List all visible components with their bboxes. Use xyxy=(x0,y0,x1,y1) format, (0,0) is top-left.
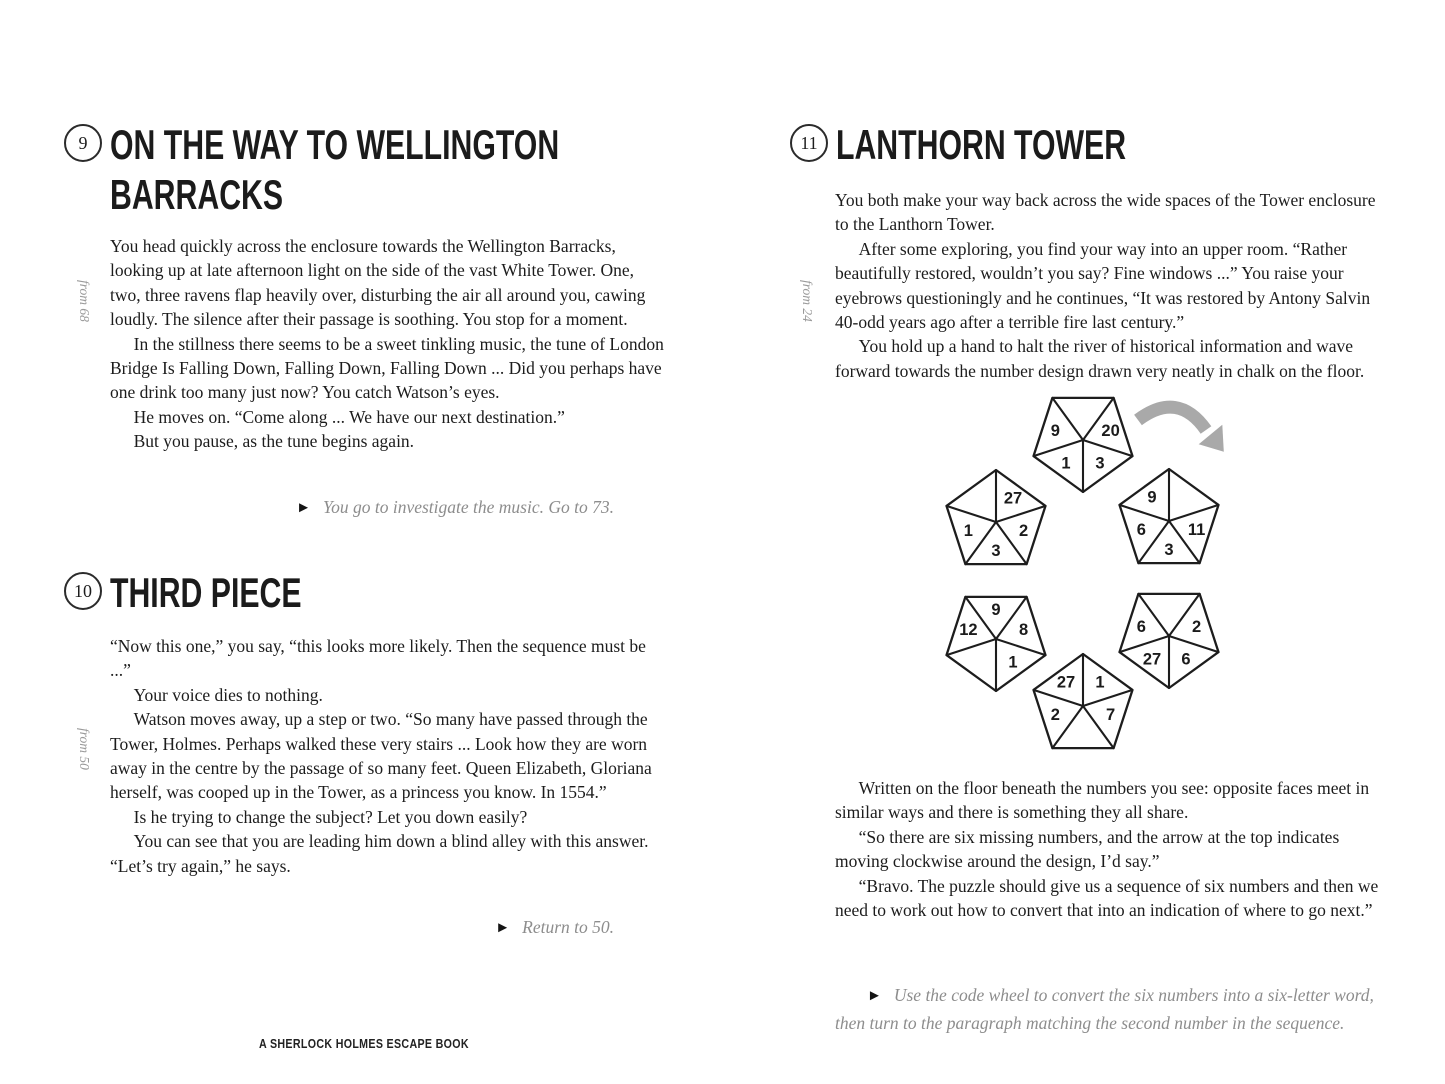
pentagon-diagram xyxy=(926,386,1248,762)
section-number: 10 xyxy=(74,580,92,601)
paragraph: Watson moves away, up a step or two. “So many have passed through the Tower, Holmes. Perhaps walked these very stairs ... Look how they are worn away in the centre by the passage of so many feet. Queen Elizabeth, Gloriana herself, was cooped up in the Tower, as a princess you know. In 1554.” xyxy=(110,709,652,803)
pentagon-cell-number: 6 xyxy=(1181,650,1191,669)
paragraph: Your voice dies to nothing. xyxy=(133,684,323,705)
paragraph: In the stillness there seems to be a sweet tinkling music, the tune of London Bridge Is Falling Down, Falling Down, Falling Down ... Did you perhaps have one drink too many just now? You catch Watson’s eyes. xyxy=(110,333,664,403)
pentagon-top xyxy=(1034,398,1133,492)
section-10-goto xyxy=(110,914,664,942)
from-reference-label: from 24 xyxy=(800,280,815,322)
paragraph: “So there are six missing numbers, and the arrow at the top indicates moving clockwise around the design, I’d say.” xyxy=(835,826,1340,872)
section-11-body-after-diagram xyxy=(835,776,1387,922)
pentagon-cell-number: 27 xyxy=(1142,650,1162,669)
page-footer xyxy=(64,1036,664,1051)
pentagon-cell-number: 2 xyxy=(1192,618,1202,636)
pentagon-cell-number: 2 xyxy=(1019,522,1029,540)
clockwise-arrow-icon xyxy=(1138,407,1206,430)
goto-text: You go to investigate the music. Go to 73. xyxy=(322,497,614,517)
paragraph: You hold up a hand to halt the river of historical information and wave forward towards the number design drawn very neatly in chalk on the floor. xyxy=(835,336,1365,381)
section-title: THIRD PIECE xyxy=(110,569,302,616)
goto-text: Use the code wheel to convert the six numbers into a six-letter word, then turn to the paragraph matching the second number in the sequence. xyxy=(835,985,1374,1033)
pentagon-cell-number: 6 xyxy=(1136,521,1146,539)
paragraph: He moves on. “Come along ... We have our next destination.” xyxy=(133,406,565,427)
pentagon-cell-number: 8 xyxy=(1019,621,1029,639)
pentagon-cell-number: 3 xyxy=(1164,541,1174,559)
section-11-header xyxy=(790,120,1356,170)
paragraph: Written on the floor beneath the numbers you see: opposite faces meet in similar ways and there is something they all share. xyxy=(835,778,1370,823)
section-number-badge xyxy=(790,124,828,162)
paragraph: After some exploring, you find your way into an upper room. “Rather beautifully restored, wouldn’t you say? Fine windows ...” You raise your eyebrows questioningly and he continues, “It was restored by Antony Salvin 40-odd years ago after a terrible fire last century.” xyxy=(835,238,1371,333)
paragraph: But you pause, as the tune begins again. xyxy=(133,431,415,452)
section-11-body-before-diagram xyxy=(835,188,1387,383)
pentagon-cell-number: 3 xyxy=(1095,454,1105,473)
section-10-header xyxy=(64,568,630,618)
pentagon-cell-number: 6 xyxy=(1136,618,1146,636)
section-number-badge xyxy=(64,124,102,162)
section-number: 9 xyxy=(78,132,88,153)
footer-text: A SHERLOCK HOLMES ESCAPE BOOK xyxy=(259,1036,469,1051)
section-9-body xyxy=(110,234,664,454)
paragraph: Is he trying to change the subject? Let you down easily? xyxy=(133,806,528,827)
paragraph: You both make your way back across the wide spaces of the Tower enclosure to the Lanthorn Tower. xyxy=(835,190,1376,235)
pointer-arrow-icon: ► xyxy=(296,500,311,516)
pentagon-cell-number: 9 xyxy=(991,601,1001,619)
pentagon-cell-number: 1 xyxy=(1095,673,1105,692)
pentagon-cell-number: 1 xyxy=(1008,653,1018,672)
pentagon-cell-number: 20 xyxy=(1101,422,1120,440)
from-reference-label: from 68 xyxy=(77,280,92,322)
section-9-header xyxy=(64,120,630,220)
pointer-arrow-icon: ► xyxy=(495,920,511,936)
pentagon-cell-number: 1 xyxy=(963,522,973,540)
pentagon-lower-right xyxy=(1120,594,1219,688)
from-reference-label: from 50 xyxy=(77,728,92,770)
pentagon-cell-number: 11 xyxy=(1187,521,1206,539)
pentagon-lower-left xyxy=(947,597,1046,691)
pentagon-cell-number: 27 xyxy=(1056,673,1076,692)
pentagon-cell-number: 12 xyxy=(959,621,978,639)
paragraph: “Bravo. The puzzle should give us a sequence of six numbers and then we need to work out how to convert that into an indication of where to go next.” xyxy=(835,875,1379,921)
pentagon-upper-right xyxy=(1120,469,1219,563)
goto-text: Return to 50. xyxy=(522,917,614,937)
section-title: LANTHORN TOWER xyxy=(836,121,1127,168)
pentagon-bottom xyxy=(1034,654,1133,748)
pentagon-cell-number: 2 xyxy=(1050,706,1060,724)
paragraph: You head quickly across the enclosure towards the Wellington Barracks, looking up at late afternoon light on the side of the vast White Tower. One, two, three ravens flap heavily over, disturbing the air all around you, cawing loudly. The silence after their passage is soothing. You stop for a moment. xyxy=(110,236,646,330)
section-number-badge xyxy=(64,572,102,610)
pentagon-upper-left xyxy=(947,470,1046,564)
section-9-goto xyxy=(110,494,664,522)
pentagon-cell-number: 1 xyxy=(1061,454,1071,473)
paragraph: You can see that you are leading him down a blind alley with this answer. “Let’s try again,” he says. xyxy=(110,831,649,876)
pentagon-cell-number: 9 xyxy=(1050,422,1060,440)
pentagon-cell-number: 7 xyxy=(1106,706,1116,724)
pentagon-cell-number: 27 xyxy=(1003,489,1023,508)
section-11-goto xyxy=(835,982,1391,1036)
section-number: 11 xyxy=(800,132,818,153)
section-title: ON THE WAY TO WELLINGTON BARRACKS xyxy=(110,121,560,218)
section-10-body xyxy=(110,634,664,878)
pentagon-cell-number: 3 xyxy=(991,542,1001,560)
pentagon-cell-number: 9 xyxy=(1147,488,1157,507)
paragraph: “Now this one,” you say, “this looks more likely. Then the sequence must be ...” xyxy=(110,636,646,681)
pointer-arrow-icon: ► xyxy=(867,988,882,1004)
